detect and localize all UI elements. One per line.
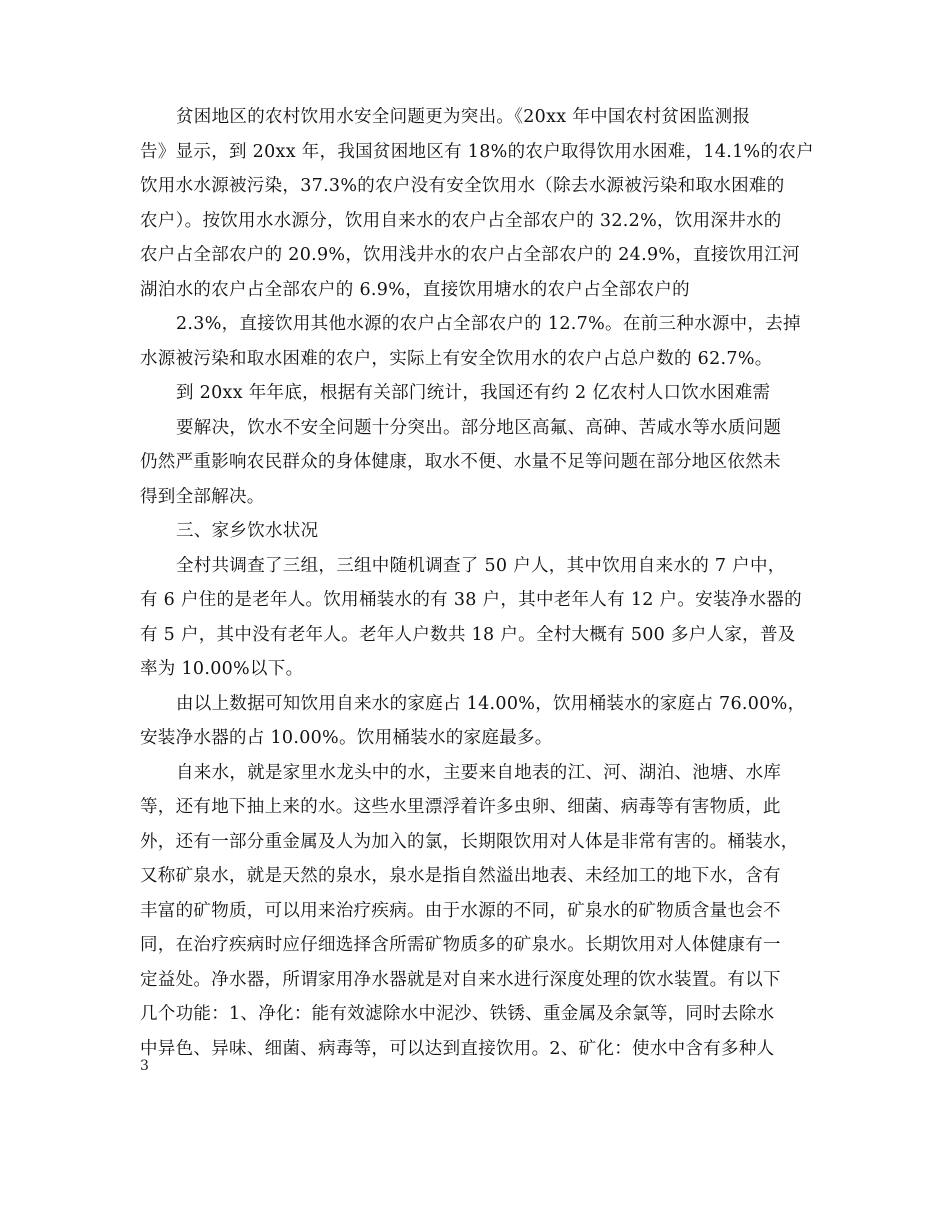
text-line: 全村共调查了三组，三组中随机调查了 50 户人，其中饮用自来水的 7 户中， bbox=[176, 555, 786, 576]
text-line: 等，还有地下抽上来的水。这些水里漂浮着许多虫卵、细菌、病毒等有害物质，此 bbox=[140, 797, 781, 817]
text-line: 饮用水水源被污染，37.3%的农户没有安全饮用水（除去水源被污染和取水困难的 bbox=[140, 176, 785, 196]
text-line: 农户占全部农户的 20.9%，饮用浅井水的农户占全部农户的 24.9%，直接饮用江河 bbox=[140, 245, 800, 265]
text-line: 几个功能：1、净化：能有效滤除水中泥沙、铁锈、重金属及余氯等，同时去除水 bbox=[140, 1004, 775, 1024]
text-line: 自来水，就是家里水龙头中的水，主要来自地表的江、河、湖泊、池塘、水库 bbox=[176, 762, 782, 783]
text-line: 仍然严重影响农民群众的身体健康，取水不便、水量不足等问题在部分地区依然未 bbox=[140, 452, 781, 472]
text-line: 同，在治疗疾病时应仔细选择含所需矿物质多的矿泉水。长期饮用对人体健康有一 bbox=[140, 935, 781, 955]
text-line: 有 6 户住的是老年人。饮用桶装水的有 38 户，其中老年人有 12 户。安装净水器的 bbox=[140, 590, 802, 610]
text-line: 丰富的矿物质，可以用来治疗疾病。由于水源的不同，矿泉水的矿物质含量也会不 bbox=[140, 900, 781, 921]
text-line: 贫困地区的农村饮用水安全问题更为突出。《20xx 年中国农村贫困监测报 bbox=[176, 107, 751, 127]
text-line: 外，还有一部分重金属及人为加入的氯，长期限饮用对人体是非常有害的。桶装水， bbox=[140, 831, 799, 852]
text-line: 由以上数据可知饮用自来水的家庭占 14.00%，饮用桶装水的家庭占 76.00%， bbox=[176, 693, 806, 714]
page-number: 3 bbox=[140, 1058, 149, 1074]
text-line: 率为 10.00%以下。 bbox=[140, 659, 304, 679]
text-line: 告》显示，到 20xx 年，我国贫困地区有 18%的农户取得饮用水困难，14.1%的农户 bbox=[140, 141, 814, 162]
text-line: 中异色、异味、细菌、病毒等，可以达到直接饮用。2、矿化：使水中含有多种人 bbox=[140, 1038, 775, 1059]
text-line: 又称矿泉水，就是天然的泉水，泉水是指自然溢出地表、未经加工的地下水，含有 bbox=[140, 866, 781, 886]
text-line: 安装净水器的占 10.00%。饮用桶装水的家庭最多。 bbox=[140, 728, 553, 748]
text-line: 2.3%，直接饮用其他水源的农户占全部农户的 12.7%。在前三种水源中，去掉 bbox=[176, 314, 801, 334]
section-heading: 三、家乡饮水状况 bbox=[176, 521, 319, 541]
body-text bbox=[140, 100, 812, 1066]
text-line: 农户）。按饮用水水源分，饮用自来水的农户占全部农户的 32.2%，饮用深井水的 bbox=[140, 210, 782, 231]
text-line: 湖泊水的农户占全部农户的 6.9%，直接饮用塘水的农户占全部农户的 bbox=[140, 279, 690, 300]
text-line: 到 20xx 年年底，根据有关部门统计，我国还有约 2 亿农村人口饮水困难需 bbox=[176, 383, 771, 403]
text-line: 水源被污染和取水困难的农户，实际上有安全饮用水的农户占总户数的 62.7%。 bbox=[140, 348, 773, 369]
text-line: 得到全部解决。 bbox=[140, 486, 265, 507]
text-line: 有 5 户，其中没有老年人。老年人户数共 18 户。全村大概有 500 多户人家，普及 bbox=[140, 624, 796, 645]
text-line: 定益处。净水器，所谓家用净水器就是对自来水进行深度处理的饮水装置。有以下 bbox=[140, 969, 781, 990]
text-line: 要解决，饮水不安全问题十分突出。部分地区高氟、高砷、苦咸水等水质问题 bbox=[176, 417, 782, 438]
